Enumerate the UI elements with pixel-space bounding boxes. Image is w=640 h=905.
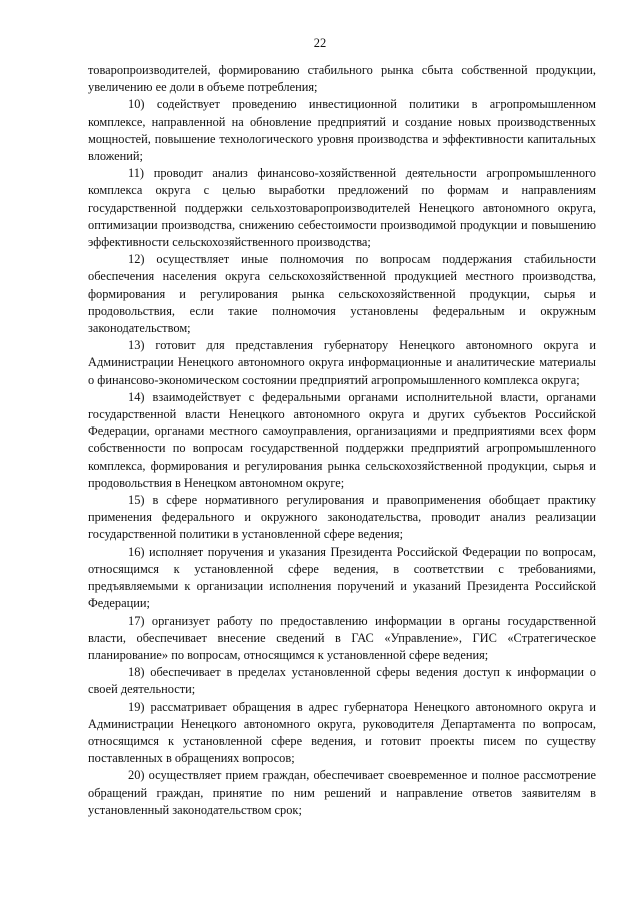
document-body — [88, 62, 596, 819]
paragraph-item-13: 13) готовит для представления губернатору Ненецкого автономного округа и Администрации Ненецкого автономного округа информационные и аналитические материалы о финансово-экономическом состоянии предприятий агропромышленного комплекса округа; — [88, 338, 596, 387]
page-number: 22 — [313, 36, 327, 50]
paragraph-item-19: 19) рассматривает обращения в адрес губернатора Ненецкого автономного округа и Администрации Ненецкого автономного округа, руководителя Департамента по вопросам, относящимся к установленной сфере ведения, и готовит проекты писем по существу поставленных в обращениях вопросов; — [88, 699, 596, 766]
paragraph-item-17: 17) организует работу по предоставлению информации в органы государственной власти, обеспечивает внесение сведений в ГАС «Управление», ГИС «Стратегическое планирование» по вопросам, относящимся к установленной сфере ведения; — [88, 613, 596, 662]
paragraph-item-18: 18) обеспечивает в пределах установленной сферы ведения доступ к информации о своей деятельности; — [88, 665, 596, 697]
paragraph-item-20: 20) осуществляет прием граждан, обеспечивает своевременное и полное рассмотрение обращений граждан, принятие по ним решений и направление ответов заявителям в установленный законодательством срок; — [88, 768, 596, 817]
paragraph-item-10: 10) содействует проведению инвестиционной политики в агропромышленном комплексе, направленной на обновление предприятий и создание новых производственных мощностей, повышение технологического уровня производства и эффективности капитальных вложений; — [88, 97, 596, 164]
paragraph-item-11: 11) проводит анализ финансово-хозяйственной деятельности агропромышленного комплекса округа с целью выработки предложений по формам и направлениям государственной поддержки сельхозтоваропроизводителей Ненецкого автономного округа, оптимизации производства, снижению себестоимости производимой продукции и повышению эффективности сельскохозяйственного производства; — [88, 166, 596, 250]
paragraph-item-14: 14) взаимодействует с федеральными органами исполнительной власти, органами государственной власти Ненецкого автономного округа и других субъектов Российской Федерации, органами местного самоуправления, организациями и предприятиями всех форм собственности по вопросам государственной поддержки предприятий агропромышленного комплекса, формирования и регулирования рынка сельскохозяйственной продукции, сырья и продовольствия в Ненецком автономном округе; — [88, 389, 596, 490]
paragraph-continuation: товаропроизводителей, формированию стабильного рынка сбыта собственной продукции, увеличению ее доли в объеме потребления; — [88, 63, 596, 95]
paragraph-item-15: 15) в сфере нормативного регулирования и правоприменения обобщает практику применения федерального и окружного законодательства, проводит анализ реализации государственной политики в установленной сфере ведения; — [88, 493, 596, 542]
paragraph-item-12: 12) осуществляет иные полномочия по вопросам поддержания стабильности обеспечения населения округа сельскохозяйственной продукцией местного производства, формирования и регулирования рынка сельскохозяйственной продукции, сырья и продовольствия, если такие полномочия установлены федеральным и окружным законодательством; — [88, 252, 596, 336]
paragraph-item-16: 16) исполняет поручения и указания Президента Российской Федерации по вопросам, относящимся к установленной сфере ведения, в соответствии с требованиями, предъявляемыми к организации исполнения поручений и указаний Президента Российской Федерации; — [88, 544, 596, 611]
